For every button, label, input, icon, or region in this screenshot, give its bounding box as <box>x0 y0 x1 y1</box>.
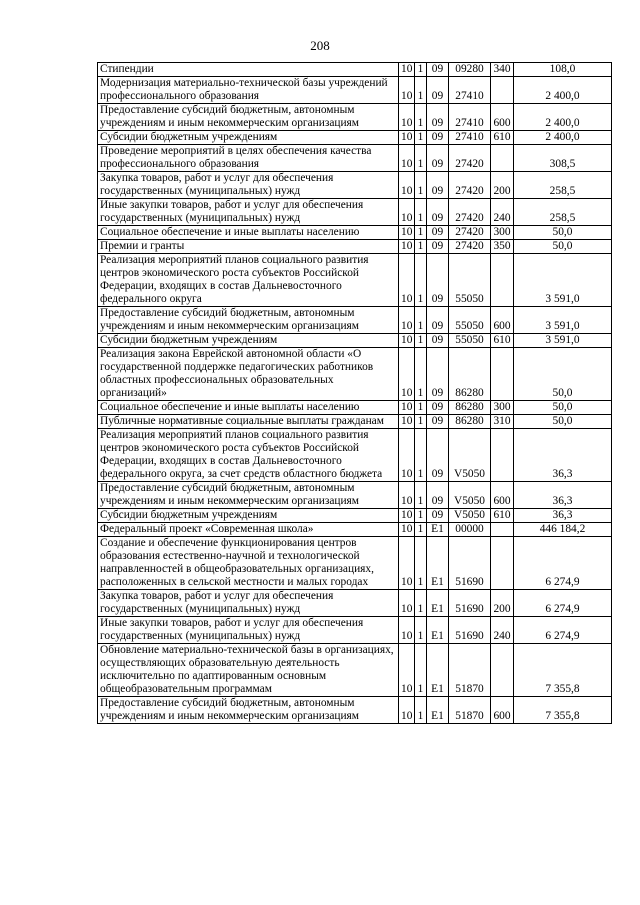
row-amount: 6 274,9 <box>514 617 612 644</box>
row-name: Предоставление субсидий бюджетным, автономным учреждениям и иным некоммерческим организациям <box>98 697 399 724</box>
row-article-code: 86280 <box>449 348 491 401</box>
table-row <box>98 429 612 482</box>
row-subsection-code: 1 <box>415 77 427 104</box>
row-subsection-code: 1 <box>415 348 427 401</box>
row-amount: 36,3 <box>514 429 612 482</box>
row-program-code: 09 <box>427 199 449 226</box>
table-row <box>98 415 612 429</box>
row-section-code: 10 <box>399 482 415 509</box>
table-row <box>98 240 612 254</box>
row-expense-type-code: 200 <box>491 172 514 199</box>
row-subsection-code: 1 <box>415 644 427 697</box>
row-subsection-code: 1 <box>415 401 427 415</box>
budget-table <box>97 62 612 724</box>
row-section-code: 10 <box>399 401 415 415</box>
row-subsection-code: 1 <box>415 537 427 590</box>
row-expense-type-code: 300 <box>491 401 514 415</box>
row-expense-type-code: 310 <box>491 415 514 429</box>
row-expense-type-code: 610 <box>491 131 514 145</box>
row-name: Социальное обеспечение и иные выплаты населению <box>98 401 399 415</box>
row-expense-type-code <box>491 537 514 590</box>
row-article-code: 55050 <box>449 254 491 307</box>
row-article-code: 51690 <box>449 590 491 617</box>
row-amount: 446 184,2 <box>514 523 612 537</box>
row-amount: 108,0 <box>514 63 612 77</box>
table-row <box>98 348 612 401</box>
row-article-code: 51870 <box>449 697 491 724</box>
row-amount: 3 591,0 <box>514 254 612 307</box>
row-name: Субсидии бюджетным учреждениям <box>98 131 399 145</box>
row-subsection-code: 1 <box>415 617 427 644</box>
page-number: 208 <box>310 38 330 53</box>
row-name: Субсидии бюджетным учреждениям <box>98 509 399 523</box>
row-name: Реализация мероприятий планов социального развития центров экономического роста субъектов Российской Федерации, входящих в состав Дальневосточного федерального округа <box>98 254 399 307</box>
table-row <box>98 63 612 77</box>
row-program-code: 09 <box>427 415 449 429</box>
table-row <box>98 104 612 131</box>
row-section-code: 10 <box>399 104 415 131</box>
row-subsection-code: 1 <box>415 226 427 240</box>
row-amount: 7 355,8 <box>514 644 612 697</box>
row-program-code: 09 <box>427 77 449 104</box>
row-section-code: 10 <box>399 429 415 482</box>
row-subsection-code: 1 <box>415 199 427 226</box>
row-expense-type-code <box>491 254 514 307</box>
row-article-code: 86280 <box>449 401 491 415</box>
row-article-code: 27420 <box>449 199 491 226</box>
row-expense-type-code: 340 <box>491 63 514 77</box>
row-subsection-code: 1 <box>415 307 427 334</box>
row-subsection-code: 1 <box>415 334 427 348</box>
row-expense-type-code: 610 <box>491 509 514 523</box>
row-amount: 2 400,0 <box>514 77 612 104</box>
row-subsection-code: 1 <box>415 429 427 482</box>
row-program-code: E1 <box>427 537 449 590</box>
row-amount: 50,0 <box>514 415 612 429</box>
row-expense-type-code: 240 <box>491 199 514 226</box>
row-article-code: 51690 <box>449 617 491 644</box>
row-article-code: 55050 <box>449 307 491 334</box>
row-section-code: 10 <box>399 145 415 172</box>
row-program-code: 09 <box>427 401 449 415</box>
row-name: Премии и гранты <box>98 240 399 254</box>
row-subsection-code: 1 <box>415 415 427 429</box>
row-expense-type-code <box>491 77 514 104</box>
row-program-code: 09 <box>427 429 449 482</box>
row-amount: 50,0 <box>514 401 612 415</box>
row-program-code: 09 <box>427 254 449 307</box>
row-amount: 50,0 <box>514 226 612 240</box>
row-program-code: 09 <box>427 226 449 240</box>
row-section-code: 10 <box>399 131 415 145</box>
row-section-code: 10 <box>399 348 415 401</box>
row-subsection-code: 1 <box>415 145 427 172</box>
row-expense-type-code: 350 <box>491 240 514 254</box>
row-article-code: V5050 <box>449 429 491 482</box>
row-name: Федеральный проект «Современная школа» <box>98 523 399 537</box>
row-program-code: E1 <box>427 644 449 697</box>
table-row <box>98 254 612 307</box>
row-subsection-code: 1 <box>415 131 427 145</box>
row-article-code: 55050 <box>449 334 491 348</box>
table-row <box>98 226 612 240</box>
row-expense-type-code: 240 <box>491 617 514 644</box>
row-section-code: 10 <box>399 240 415 254</box>
row-program-code: E1 <box>427 617 449 644</box>
row-program-code: 09 <box>427 145 449 172</box>
row-expense-type-code <box>491 348 514 401</box>
row-name: Реализация закона Еврейской автономной области «О государственной поддержке педагогических работников областных профессиональных образовательных организаций» <box>98 348 399 401</box>
table-row <box>98 644 612 697</box>
row-program-code: 09 <box>427 104 449 131</box>
row-subsection-code: 1 <box>415 509 427 523</box>
row-article-code: 27420 <box>449 172 491 199</box>
row-section-code: 10 <box>399 254 415 307</box>
row-program-code: 09 <box>427 482 449 509</box>
row-section-code: 10 <box>399 307 415 334</box>
row-name: Реализация мероприятий планов социального развития центров экономического роста субъектов Российской Федерации, входящих в состав Дальневосточного федерального округа, за счет средств областного бюджета <box>98 429 399 482</box>
table-row <box>98 697 612 724</box>
row-amount: 36,3 <box>514 509 612 523</box>
row-expense-type-code <box>491 644 514 697</box>
table-row <box>98 590 612 617</box>
row-subsection-code: 1 <box>415 240 427 254</box>
row-name: Модернизация материально-технической базы учреждений профессионального образования <box>98 77 399 104</box>
row-subsection-code: 1 <box>415 254 427 307</box>
row-amount: 308,5 <box>514 145 612 172</box>
row-article-code: 00000 <box>449 523 491 537</box>
row-section-code: 10 <box>399 509 415 523</box>
row-section-code: 10 <box>399 172 415 199</box>
row-subsection-code: 1 <box>415 590 427 617</box>
row-program-code: 09 <box>427 240 449 254</box>
table-row <box>98 509 612 523</box>
row-section-code: 10 <box>399 537 415 590</box>
row-article-code: 51870 <box>449 644 491 697</box>
row-program-code: 09 <box>427 334 449 348</box>
row-section-code: 10 <box>399 523 415 537</box>
row-section-code: 10 <box>399 590 415 617</box>
table-row <box>98 523 612 537</box>
row-article-code: 27420 <box>449 240 491 254</box>
row-section-code: 10 <box>399 334 415 348</box>
row-expense-type-code: 600 <box>491 104 514 131</box>
row-subsection-code: 1 <box>415 697 427 724</box>
row-article-code: V5050 <box>449 482 491 509</box>
row-expense-type-code: 600 <box>491 697 514 724</box>
row-section-code: 10 <box>399 63 415 77</box>
row-section-code: 10 <box>399 415 415 429</box>
row-amount: 258,5 <box>514 199 612 226</box>
row-amount: 3 591,0 <box>514 334 612 348</box>
row-name: Стипендии <box>98 63 399 77</box>
row-name: Предоставление субсидий бюджетным, автономным учреждениям и иным некоммерческим организациям <box>98 307 399 334</box>
row-amount: 7 355,8 <box>514 697 612 724</box>
table-row <box>98 401 612 415</box>
row-name: Субсидии бюджетным учреждениям <box>98 334 399 348</box>
row-expense-type-code: 610 <box>491 334 514 348</box>
row-section-code: 10 <box>399 199 415 226</box>
row-amount: 2 400,0 <box>514 104 612 131</box>
row-article-code: 27420 <box>449 145 491 172</box>
row-name: Иные закупки товаров, работ и услуг для обеспечения государственных (муниципальных) нужд <box>98 199 399 226</box>
row-article-code: 86280 <box>449 415 491 429</box>
table-row <box>98 199 612 226</box>
row-section-code: 10 <box>399 617 415 644</box>
row-expense-type-code: 600 <box>491 482 514 509</box>
row-program-code: 09 <box>427 348 449 401</box>
row-expense-type-code <box>491 145 514 172</box>
budget-table-body <box>98 63 612 724</box>
row-name: Предоставление субсидий бюджетным, автономным учреждениям и иным некоммерческим организациям <box>98 104 399 131</box>
row-name: Обновление материально-технической базы в организациях, осуществляющих образовательную деятельность исключительно по адаптированным основным общеобразовательным программам <box>98 644 399 697</box>
row-article-code: 09280 <box>449 63 491 77</box>
row-section-code: 10 <box>399 77 415 104</box>
table-row <box>98 334 612 348</box>
row-name: Социальное обеспечение и иные выплаты населению <box>98 226 399 240</box>
row-amount: 50,0 <box>514 240 612 254</box>
row-subsection-code: 1 <box>415 63 427 77</box>
row-name: Проведение мероприятий в целях обеспечения качества профессионального образования <box>98 145 399 172</box>
row-program-code: E1 <box>427 523 449 537</box>
row-expense-type-code: 200 <box>491 590 514 617</box>
row-amount: 3 591,0 <box>514 307 612 334</box>
row-amount: 6 274,9 <box>514 590 612 617</box>
row-article-code: V5050 <box>449 509 491 523</box>
row-section-code: 10 <box>399 697 415 724</box>
table-row <box>98 482 612 509</box>
row-subsection-code: 1 <box>415 104 427 131</box>
row-name: Публичные нормативные социальные выплаты гражданам <box>98 415 399 429</box>
row-program-code: 09 <box>427 172 449 199</box>
row-program-code: 09 <box>427 307 449 334</box>
row-expense-type-code <box>491 429 514 482</box>
row-subsection-code: 1 <box>415 172 427 199</box>
row-section-code: 10 <box>399 226 415 240</box>
row-article-code: 27410 <box>449 131 491 145</box>
row-article-code: 27410 <box>449 104 491 131</box>
row-amount: 36,3 <box>514 482 612 509</box>
row-article-code: 27420 <box>449 226 491 240</box>
row-section-code: 10 <box>399 644 415 697</box>
row-name: Создание и обеспечение функционирования центров образования естественно-научной и технологической направленностей в общеобразовательных организациях, расположенных в сельской местности и малых городах <box>98 537 399 590</box>
row-program-code: E1 <box>427 590 449 617</box>
row-amount: 6 274,9 <box>514 537 612 590</box>
table-row <box>98 617 612 644</box>
row-name: Закупка товаров, работ и услуг для обеспечения государственных (муниципальных) нужд <box>98 590 399 617</box>
row-subsection-code: 1 <box>415 523 427 537</box>
table-row <box>98 537 612 590</box>
row-name: Закупка товаров, работ и услуг для обеспечения государственных (муниципальных) нужд <box>98 172 399 199</box>
row-program-code: 09 <box>427 509 449 523</box>
row-program-code: E1 <box>427 697 449 724</box>
row-subsection-code: 1 <box>415 482 427 509</box>
table-row <box>98 307 612 334</box>
row-article-code: 51690 <box>449 537 491 590</box>
table-row <box>98 145 612 172</box>
row-expense-type-code <box>491 523 514 537</box>
row-amount: 50,0 <box>514 348 612 401</box>
row-amount: 2 400,0 <box>514 131 612 145</box>
row-expense-type-code: 600 <box>491 307 514 334</box>
row-program-code: 09 <box>427 63 449 77</box>
table-row <box>98 77 612 104</box>
row-article-code: 27410 <box>449 77 491 104</box>
row-amount: 258,5 <box>514 172 612 199</box>
row-name: Предоставление субсидий бюджетным, автономным учреждениям и иным некоммерческим организациям <box>98 482 399 509</box>
row-name: Иные закупки товаров, работ и услуг для обеспечения государственных (муниципальных) нужд <box>98 617 399 644</box>
row-expense-type-code: 300 <box>491 226 514 240</box>
table-row <box>98 172 612 199</box>
table-row <box>98 131 612 145</box>
row-program-code: 09 <box>427 131 449 145</box>
